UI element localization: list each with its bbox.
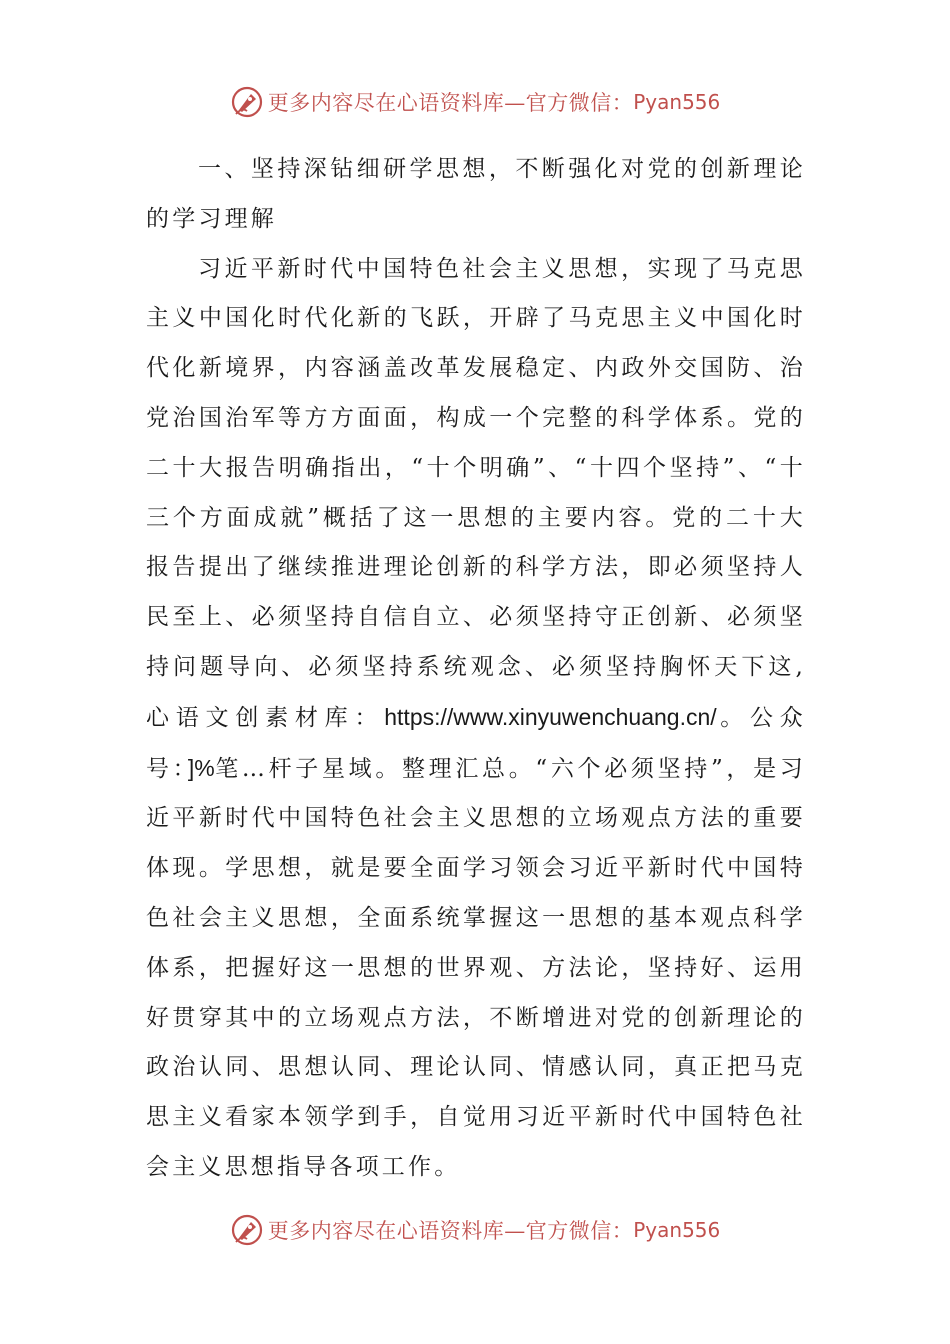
banner-text: 更多内容尽在心语资料库—官方微信： (267, 1219, 634, 1243)
body-text-3: 笔…杆子星域。整理汇总。“六个必须坚持”，是习近平新时代中国特色社会主义思想的立场观点方法的重要体现。学思想，就是要全面学习领会习近平新时代中国特色社会主义思想，全面系统掌握这一思想的基本观点科学体系，把握好这一思想的世界观、方法论，坚持好、运用好贯穿其中的立场观点方法，不断增进对党的创新理论的政治认同、思想认同、理论认同、情感认同，真正把马克思主义看家本领学到手，自觉用习近平新时代中国特色社会主义思想指导各项工作。 (146, 755, 806, 1180)
pen-nib-circle-icon (230, 1213, 264, 1247)
section-heading: 一、坚持深钻细研学思想，不断强化对党的创新理论的学习理解 (146, 156, 806, 232)
body-paragraph (146, 245, 806, 1193)
banner-text: 更多内容尽在心语资料库—官方微信： (267, 91, 634, 115)
pen-nib-circle-icon (230, 85, 264, 119)
garbled-text: ]% (187, 754, 215, 781)
footer-banner (0, 1208, 950, 1252)
banner-wechat-id: Pyan556 (633, 90, 721, 114)
source-url: https://www.xinyuwenchuang.cn/ (384, 703, 717, 730)
body-text-1: 习近平新时代中国特色社会主义思想，实现了马克思主义中国化时代化新的飞跃，开辟了马克思主义中国化时代化新境界，内容涵盖改革发展稳定、内政外交国防、治党治国治军等方方面面，构成一个完整的科学体系。党的二十大报告明确指出，“十个明确”、“十四个坚持”、“十三个方面成就”概括了这一思想的主要内容。党的二十大报告提出了继续推进理论创新的科学方法，即必须坚持人民至上、必须坚持自信自立、必须坚持守正创新、必须坚持问题导向、必须坚持系统观念、必须坚持胸怀天下这,心语文创素材库： (146, 255, 806, 731)
body-text-2: 。公众号： (146, 704, 806, 782)
document-body (146, 145, 806, 1193)
banner-wechat-id: Pyan556 (633, 1218, 721, 1242)
header-banner (0, 80, 950, 124)
